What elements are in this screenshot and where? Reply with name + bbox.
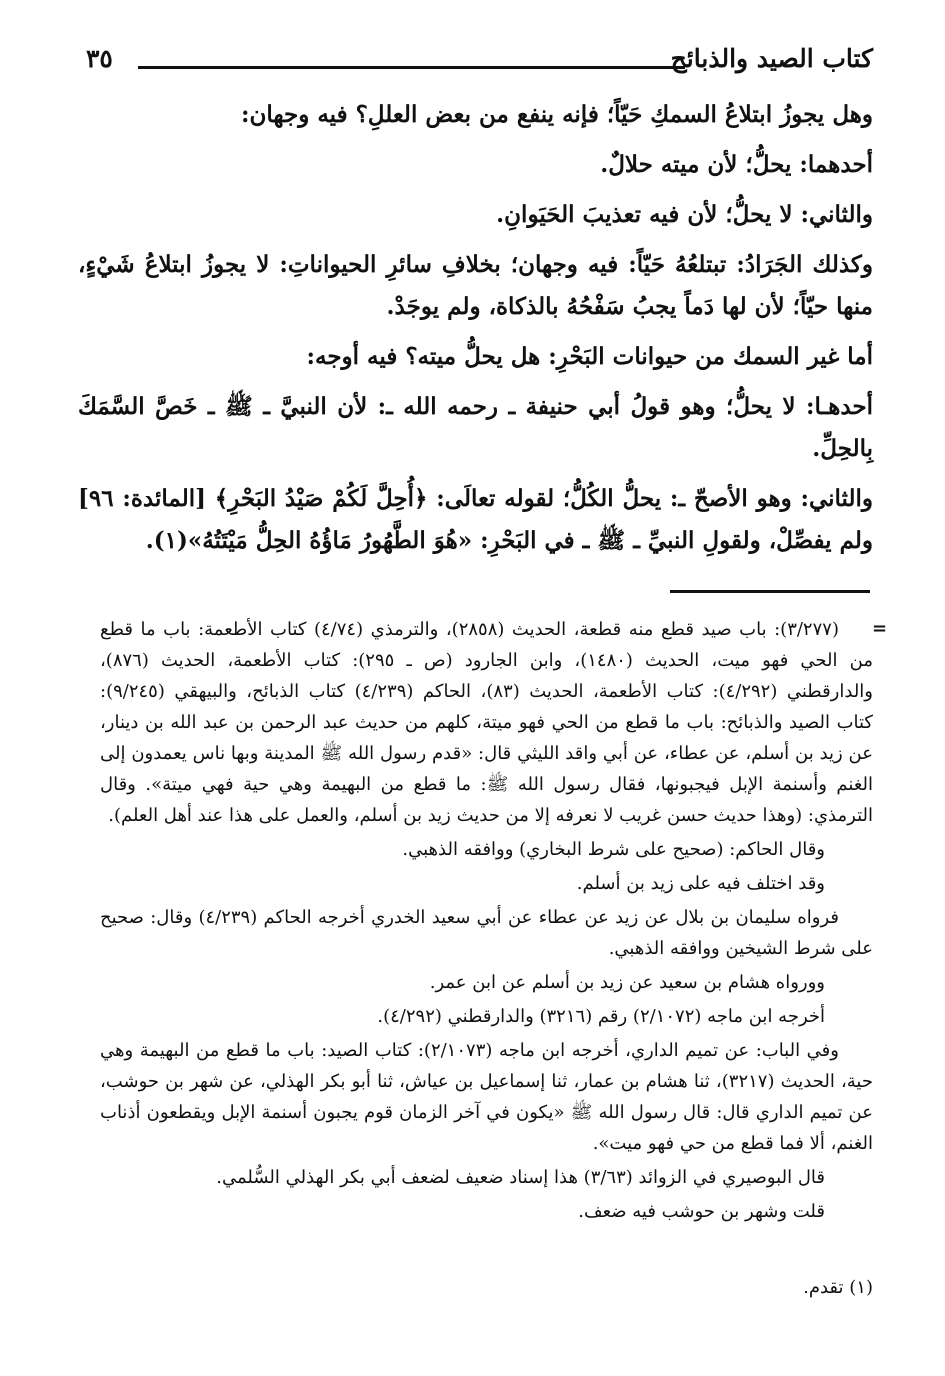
main-paragraph: أحدهما: يحلُّ؛ لأن ميته حلالٌ. <box>600 151 873 178</box>
footnotes <box>100 614 873 1230</box>
header-rule <box>138 66 685 69</box>
main-paragraph: وهل يجوزُ ابتلاعُ السمكِ حَيّاً؛ فإنه ينفع من بعض العللِ؟ فيه وجهان: <box>241 101 873 128</box>
footnote-paragraph: وقد اختلف فيه على زيد بن أسلم. <box>576 873 825 894</box>
footnote-paragraph: وفي الباب: عن تميم الداري، أخرجه ابن ماجه (٢/١٠٧٣): كتاب الصيد: باب ما قطع من البهيمة وهي حية، الحديث (٣٢١٧)، ثنا هشام بن عمار، ثنا إسماعيل بن عياش، ثنا أبو بكر الهذلي، عن شهر بن حوشب، عن تميم الداري قال: قال رسول الله ﷺ «يكون في آخر الزمان قوم يجبون أسنمة الإبل ويقطعون أذناب الغنم، ألا فما قطع من حي فهو ميت». <box>100 1040 873 1154</box>
footnote-paragraph: فرواه سليمان بن بلال عن زيد عن عطاء عن أبي سعيد الخدري أخرجه الحاكم (٤/٢٣٩) وقال: صحيح على شرط الشيخين ووافقه الذهبي. <box>100 907 873 959</box>
main-paragraph: والثاني: وهو الأصحّ ـ: يحلُّ الكُلُّ؛ لقوله تعالَى: ﴿أُحِلَّ لَكُمْ صَيْدُ البَحْرِ﴾ [المائدة: ٩٦] ولم يفصِّلْ، ولقولِ النبيِّ ـ ﷺ ـ في البَحْرِ: «هُوَ الطَّهُورُ مَاؤُهُ الحِلُّ مَيْتَتُهُ»(١). <box>78 485 873 554</box>
footnote-paragraph: قلت وشهر بن حوشب فيه ضعف. <box>578 1201 825 1222</box>
main-paragraph: أما غير السمك من حيوانات البَحْرِ: هل يحلُّ ميته؟ فيه أوجه: <box>306 343 873 370</box>
running-header <box>86 42 873 82</box>
footnote-1: (١) تقدم. <box>803 1277 873 1298</box>
main-paragraph: والثاني: لا يحلُّ؛ لأن فيه تعذيبَ الحَيَوانِ. <box>496 201 873 228</box>
chapter-title: كتاب الصيد والذبائح <box>670 44 873 73</box>
footnote-paragraph: أخرجه ابن ماجه (٢/١٠٧٢) رقم (٣٢١٦) والدارقطني (٤/٢٩٢). <box>377 1006 825 1027</box>
footnote-paragraph: (٣/٢٧٧): باب صيد قطع منه قطعة، الحديث (٢٨٥٨)، والترمذي (٤/٧٤) كتاب الأطعمة: باب ما قطع من الحي فهو ميت، الحديث (١٤٨٠)، وابن الجارود (ص ـ ٢٩٥): كتاب الأطعمة، الحديث (٨٧٦)، والدارقطني (٤/٢٩٢): كتاب الأطعمة، الحديث (٨٣)، الحاكم (٤/٢٣٩) كتاب الذبائح، والبيهقي (٩/٢٤٥): كتاب الصيد والذبائح: باب ما قطع من الحي فهو ميتة، كلهم من حديث عبد الرحمن بن عبد الله بن دينار، عن زيد بن أسلم، عن عطاء، عن أبي واقد الليثي قال: «قدم رسول الله ﷺ المدينة وبها ناس يعمدون إلى الغنم وأسنمة الإبل فيجبونها، فقال رسول الله ﷺ: ما قطع من البهيمة وهي حية فهي ميتة». وقال الترمذي: (وهذا حديث حسن غريب لا نعرفه إلا من حديث زيد بن أسلم، والعمل على هذا عند أهل العلم). <box>100 619 874 826</box>
main-paragraph: وكذلك الجَرَادُ: تبتلعُهُ حَيّاً: فيه وجهان؛ بخلافِ سائرِ الحيواناتِ: لا يجوزُ ابتلاعُ شَيْءٍ، منها حيّاً؛ لأن لها دَماً يجبُ سَفْحُهُ بالذكاة، ولم يوجَدْ. <box>78 251 873 320</box>
footnote-paragraph: وورواه هشام بن سعيد عن زيد بن أسلم عن ابن عمر. <box>429 972 825 993</box>
footnote-paragraph: وقال الحاكم: (صحيح على شرط البخاري) ووافقه الذهبي. <box>402 839 825 860</box>
footnote-continuation-mark: = <box>872 618 888 639</box>
main-paragraph: أحدهـا: لا يحلُّ؛ وهو قولُ أبي حنيفة ـ رحمه الله ـ: لأن النبيَّ ـ ﷺ ـ خَصَّ السَّمَكَ بِالحِلِّ. <box>78 393 873 462</box>
main-text <box>78 94 873 570</box>
footnote-divider <box>670 590 870 593</box>
footnote-paragraph: قال البوصيري في الزوائد (٣/٦٣) هذا إسناد ضعيف لضعف أبي بكر الهذلي السُّلمي. <box>216 1167 825 1188</box>
page-number: ٣٥ <box>86 44 113 73</box>
